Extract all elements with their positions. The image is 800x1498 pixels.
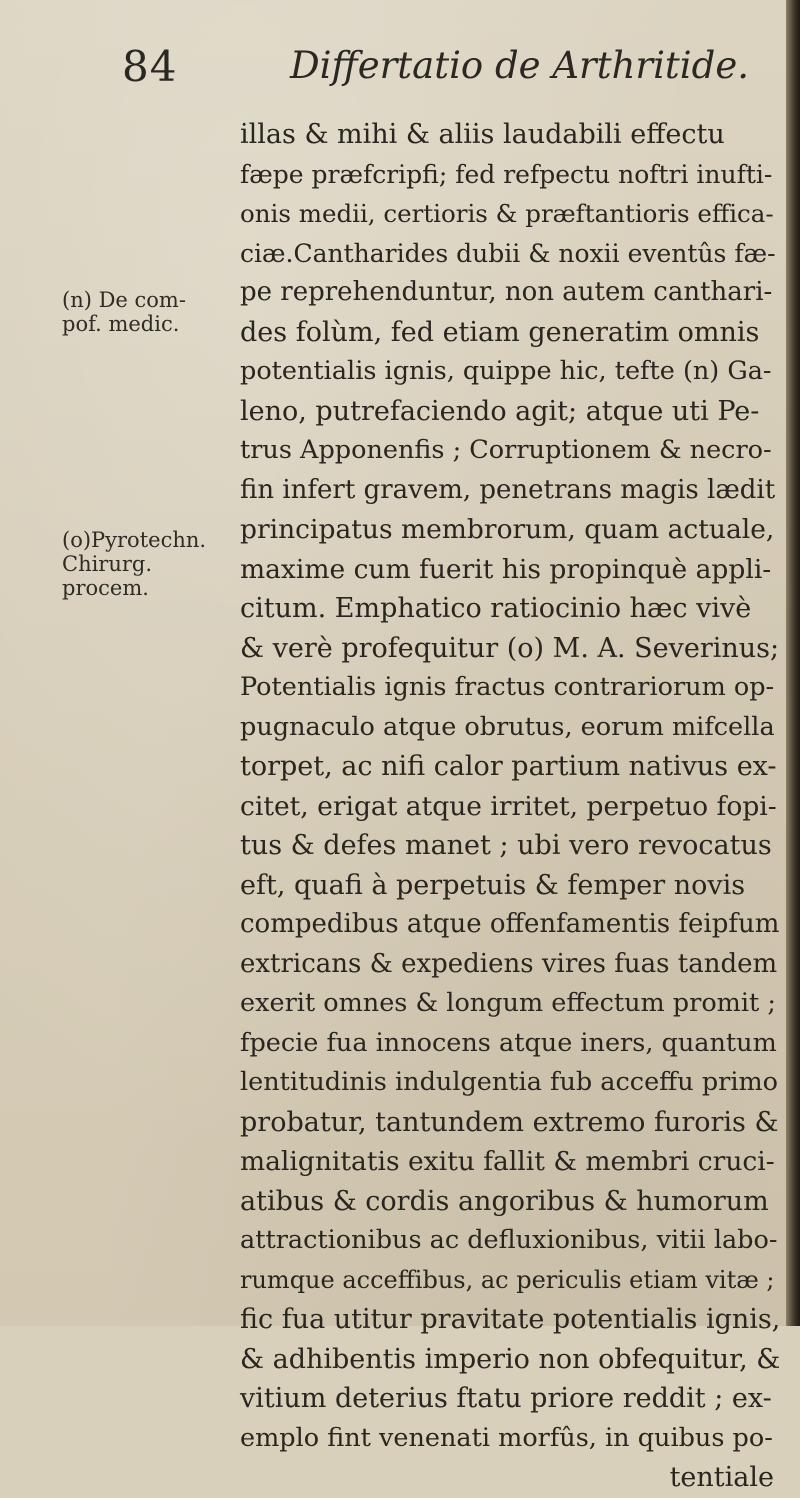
text-line: exerit omnes & longum effectum promit ;: [240, 988, 776, 1018]
text-line: fpecie fua innocens atque iners, quantum: [240, 1027, 777, 1058]
text-line: pe reprehenduntur, non autem canthari-: [240, 277, 773, 307]
text-line: vitium deterius ftatu priore reddit ; ex-: [240, 1383, 772, 1414]
margin-note-line: (o)Pyrotechn.: [62, 528, 207, 552]
margin-note-line: pof. medic.: [62, 312, 180, 336]
text-line: illas & mihi & aliis laudabili effectu: [240, 119, 725, 150]
running-title: Differtatio de Arthritide.: [290, 44, 749, 87]
text-line: eft, quafi à perpetuis & femper novis: [240, 869, 746, 901]
text-line: attractionibus ac defluxionibus, vitii labo-: [240, 1225, 778, 1255]
text-line: emplo fint venenati morfûs, in quibus po-: [240, 1422, 773, 1453]
text-line: extricans & expediens vires fuas tandem: [240, 948, 778, 979]
page-number: 84: [122, 42, 178, 91]
text-line: principatus membrorum, quam actuale,: [240, 514, 775, 545]
text-line: & verè profequitur (o) M. A. Severinus;: [240, 632, 780, 664]
text-line: citet, erigat atque irritet, perpetuo fopi-: [240, 790, 777, 822]
text-line: torpet, ac nifi calor partium nativus ex-: [240, 751, 777, 782]
margin-note-n: [62, 288, 237, 336]
text-line: & adhibentis imperio non obfequitur, &: [240, 1343, 781, 1375]
body-text: [240, 115, 780, 1498]
text-line: atibus & cordis angoribus & humorum: [240, 1185, 769, 1217]
text-line: tus & defes manet ; ubi vero revocatus: [240, 830, 772, 861]
text-line: compedibus atque offenfamentis feipfum: [240, 909, 780, 939]
text-line: ciæ.Cantharides dubii & noxii eventûs fæ-: [240, 238, 776, 268]
text-line: potentialis ignis, quippe hic, tefte (n) Ga-: [240, 356, 772, 386]
text-line: fæpe præfcripfi; fed refpectu noftri inufti-: [240, 159, 773, 189]
catchword: tentiale: [669, 1462, 774, 1493]
margin-note-line: procem.: [62, 576, 149, 600]
text-line: leno, putrefaciendo agit; atque uti Pe-: [240, 395, 760, 427]
text-line: Potentialis ignis fractus contrariorum op-: [240, 672, 775, 702]
text-line: pugnaculo atque obrutus, eorum mifcella: [240, 711, 775, 742]
text-line: rumque acceffibus, ac periculis etiam vitæ ;: [240, 1265, 775, 1294]
text-line: fic fua utitur pravitate potentialis ignis,: [240, 1304, 781, 1335]
text-line: malignitatis exitu fallit & membri cruci-: [240, 1146, 775, 1177]
text-line: citum. Emphatico ratiocinio hæc vivè: [240, 593, 752, 624]
margin-note-o: [62, 528, 237, 600]
margin-note-line: Chirurg.: [62, 552, 153, 576]
text-line: onis medii, certioris & præftantioris effica-: [240, 199, 774, 228]
text-line: lentitudinis indulgentia fub acceffu primo: [240, 1067, 779, 1097]
text-line: fin infert gravem, penetrans magis lædit: [240, 474, 776, 505]
page-header: [0, 42, 780, 102]
text-line: trus Apponenfis ; Corruptionem & necro-: [240, 435, 772, 465]
book-spine-edge: [786, 0, 800, 1326]
margin-note-line: (n) De com-: [62, 288, 186, 312]
text-line: maxime cum fuerit his propinquè appli-: [240, 553, 772, 585]
text-line: des folùm, fed etiam generatim omnis: [240, 316, 760, 348]
text-line: probatur, tantundem extremo furoris &: [240, 1106, 779, 1138]
